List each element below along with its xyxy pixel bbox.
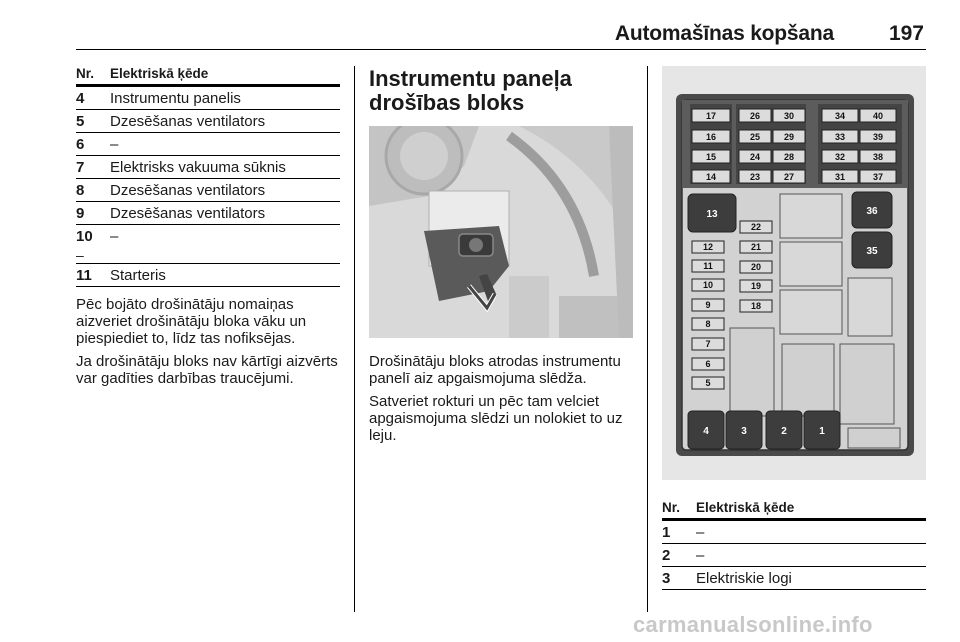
paragraph: Pēc bojāto drošinātāju nomaiņas aizveriet drošinātāju bloka vāku un piespiediet to, līdz tas nofiksējas. [76,296,307,347]
header-circuit: Elektriskā ķēde [696,500,795,515]
heading-line: Instrumentu paneļa [369,66,572,91]
fuse-label: 31 [834,172,846,182]
column-divider [354,66,355,612]
table-row [76,179,340,202]
row-text: Dzesēšanas ventilators [110,205,266,222]
table-row [76,264,340,287]
row-nr: – [76,247,84,263]
header-rule [76,49,926,50]
paragraph: Ja drošinātāju bloks nav kārtīgi aizvērts var gadīties darbības traucējumi. [76,353,338,387]
fuse-label: 1 [819,426,825,437]
fuse-label: 19 [750,281,762,291]
row-nr: 5 [76,113,85,130]
fuse-label: 23 [749,172,761,182]
fuse-label: 14 [705,172,717,182]
fuse-label: 6 [705,359,711,369]
fuse-label: 33 [834,132,846,142]
fuse-label: 18 [750,301,762,311]
fuse-label: 38 [872,152,884,162]
row-nr: 6 [76,136,85,153]
fuse-label: 34 [834,111,846,121]
fuse-label: 5 [705,378,711,388]
fuse-label: 24 [749,152,761,162]
fuse-label: 16 [705,132,717,142]
row-text: Dzesēšanas ventilators [110,182,266,199]
row-text: – [110,136,119,153]
fuse-label: 4 [703,426,709,437]
row-text: Instrumentu panelis [110,90,241,107]
row-nr: 8 [76,182,85,199]
fuse-label: 8 [705,319,711,329]
fuse-label: 32 [834,152,846,162]
fuse-label: 9 [705,300,711,310]
table-row [76,87,340,110]
fuse-label: 22 [750,222,762,232]
row-text: Dzesēšanas ventilators [110,113,266,130]
fuse-label: 11 [703,261,713,271]
fuse-label: 3 [741,426,747,437]
row-text: – [696,547,705,564]
fuse-table-header [662,500,926,521]
fuse-label: 17 [705,111,717,121]
table-row [76,248,340,264]
watermark: carmanualsonline.info [633,612,873,637]
column-2 [369,66,633,444]
fuse-label: 35 [866,246,878,257]
fuse-label: 13 [706,209,718,220]
page-header [76,22,926,50]
table-row [76,156,340,179]
table-row [76,225,340,248]
dashboard-photo [369,126,633,338]
section-title: Automašīnas kopšana [614,22,834,45]
column-1 [76,66,340,387]
fuse-label: 10 [702,280,714,290]
row-nr: 2 [662,547,671,564]
row-nr: 1 [662,524,671,541]
row-nr: 4 [76,90,85,107]
heading-line: drošības bloks [369,90,525,115]
fuse-label: 12 [702,242,714,252]
fuse-label: 29 [783,132,795,142]
fuse-label: 7 [705,339,711,349]
row-nr: 11 [76,267,92,284]
fuse-label: 15 [705,152,717,162]
row-nr: 3 [662,570,671,587]
dashboard-illustration [369,126,633,338]
fuse-label: 27 [783,172,795,182]
header-nr: Nr. [76,66,95,81]
row-nr: 10 [76,228,93,245]
fuse-box-illustration [662,66,926,480]
fuse-label: 21 [750,242,762,252]
fuse-label: 25 [749,132,761,142]
fuse-box-diagram [662,66,926,480]
fuse-label: 36 [866,206,878,217]
table-row [662,544,926,567]
fuse-label: 37 [872,172,884,182]
column-divider [647,66,648,612]
table-row [662,521,926,544]
row-text: Elektriskie logi [696,570,792,587]
fuse-label: 2 [781,426,787,437]
section-heading [369,67,633,115]
table-row [76,110,340,133]
row-text: – [696,524,705,541]
table-row [662,567,926,590]
table-row [76,202,340,225]
fuse-label: 28 [783,152,795,162]
fuse-label: 30 [783,111,795,121]
fuse-label: 20 [750,262,762,272]
row-text: Elektrisks vakuuma sūknis [110,159,286,176]
table-row [76,133,340,156]
page-number: 197 [888,22,924,45]
paragraph: Satveriet rokturi un pēc tam velciet apgaismojuma slēdzi un nolokiet to uz leju. [369,393,623,444]
fuse-table-header [76,66,340,87]
row-nr: 7 [76,159,85,176]
fuse-label: 40 [872,111,884,121]
fuse-label: 26 [749,111,761,121]
column-3 [662,66,926,590]
row-nr: 9 [76,205,85,222]
header-nr: Nr. [662,500,681,515]
row-text: Starteris [110,267,166,284]
fuse-label: 39 [872,132,884,142]
row-text: – [110,228,119,245]
header-circuit: Elektriskā ķēde [110,66,209,81]
paragraph: Drošinātāju bloks atrodas instrumentu panelī aiz apgaismojuma slēdža. [369,353,621,387]
